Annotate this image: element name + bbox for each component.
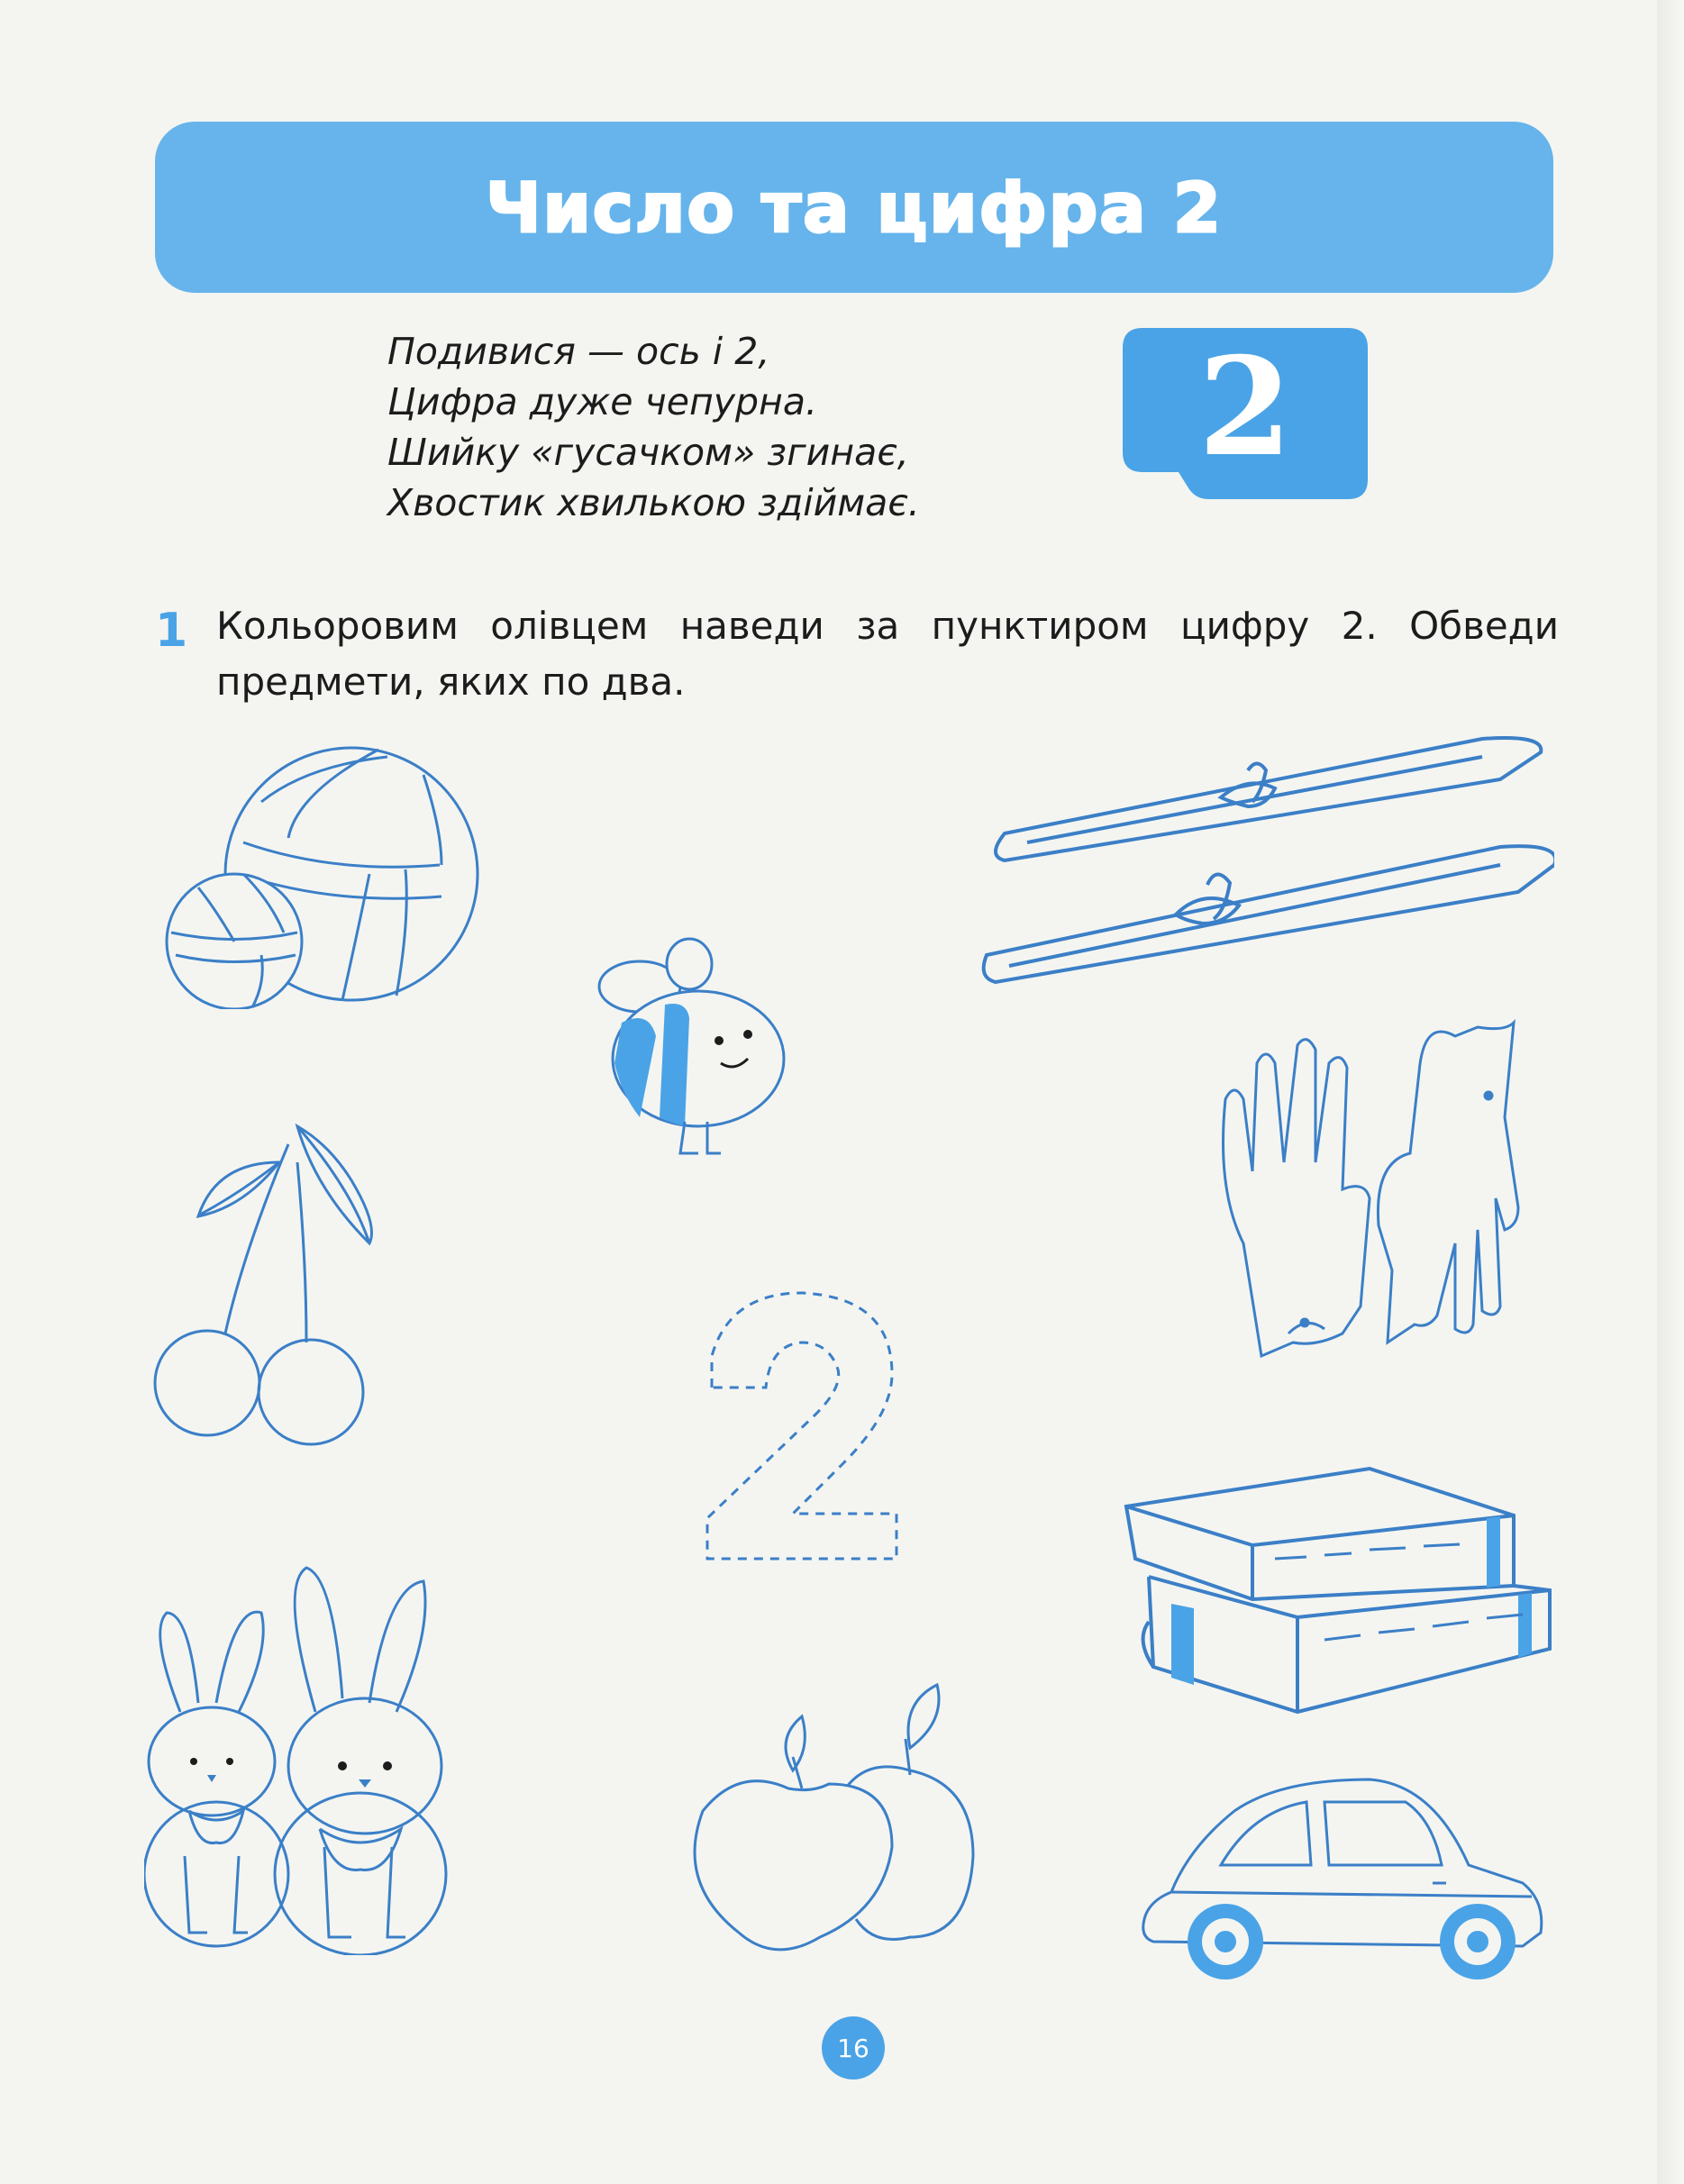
skis-icon (978, 730, 1554, 991)
gloves-icon (1207, 1009, 1550, 1370)
title-banner (155, 122, 1553, 293)
books-icon (1117, 1460, 1559, 1721)
poem-line: Подивися — ось і 2, (387, 330, 770, 373)
rabbits-icon (144, 1559, 469, 1955)
tracing-digit (694, 1288, 910, 1568)
cherries-icon (144, 1108, 414, 1451)
bee-icon (586, 937, 793, 1162)
page-edge (1657, 0, 1684, 2184)
apples-icon (685, 1667, 1000, 1964)
volleyballs-icon (153, 739, 496, 1009)
badge-digit: 2 (1197, 328, 1293, 487)
page-title: Число та цифра 2 (486, 167, 1223, 248)
poem-line: Шийку «гусачком» згинає, (387, 431, 909, 474)
page-number: 16 (822, 2016, 885, 2079)
car-icon (1135, 1766, 1550, 1982)
task-text: Кольоровим олівцем наведи за пунктиром цифру 2. Обведи предмети, яких по два. (216, 604, 1559, 704)
poem-line: Хвостик хвилькою здіймає. (387, 481, 920, 524)
digit-badge (1123, 328, 1368, 499)
task-number: 1 (155, 604, 188, 658)
poem-line: Цифра дуже чепурна. (387, 380, 818, 423)
poem (387, 326, 1072, 528)
